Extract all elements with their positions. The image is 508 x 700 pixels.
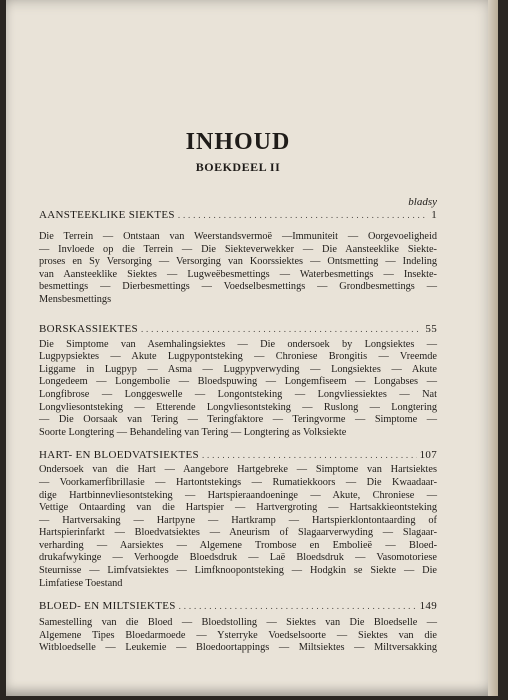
- dot-leader: [179, 600, 417, 613]
- table-of-contents: [39, 128, 437, 655]
- contents-line: Witbloedselle — Leukemie — Bloedoortappings — Miltsiektes — Miltversakking: [39, 642, 437, 654]
- toc-section-hart: [39, 449, 437, 590]
- contents-line: Algemene Tipes Bloedarmoede — Ysterryke Voedselsoorte — Siektes van die: [39, 629, 437, 641]
- contents-line: Samestelling van die Bloed — Bloedstolling — Siektes van Die Bloedselle —: [39, 617, 437, 629]
- contents-line: verharding — Aarsiektes — Algemene Trombose en Embolieë — Bloed-: [39, 539, 437, 551]
- contents-line: Soorte Longtering — Behandeling van Tering — Longtering as Volksiekte: [39, 426, 347, 438]
- contents-line: — Die Oorsaak van Tering — Teringfaktore — Teringvorme — Simptome —: [39, 414, 437, 426]
- contents-line: Lugpypsiektes — Akute Lugpypontsteking — Chroniese Brongitis — Vreemde: [39, 351, 437, 363]
- contents-line: Vettige Ontaarding van die Hartspier — Hartvergroting — Hartsakkieontsteking: [39, 502, 437, 514]
- toc-entry-heading: [39, 600, 437, 613]
- contents-line: proses en Sy Versorging — Versorging van Koorssiektes — Ontsmetting — Indeling: [39, 256, 437, 268]
- contents-line: drukafwykinge — Verhoogde Bloedsdruk — Laë Bloedsdruk — Vasomotoriese: [39, 552, 437, 564]
- section-contents: [39, 464, 437, 590]
- section-title: BORSKASSIEKTES: [39, 322, 138, 335]
- toc-section-bloed: [39, 600, 437, 655]
- toc-section-aansteeklike: [39, 209, 437, 307]
- contents-line: Longedeem — Longembolie — Bloedspuwing — Longemfiseem — Longabses —: [39, 376, 437, 388]
- toc-section-borskas: [39, 323, 437, 440]
- contents-line: Liggame in Lugpyp — Asma — Lugpypverwyding — Longsiektes — Akute: [39, 363, 437, 375]
- dot-leader: [141, 323, 422, 336]
- contents-line: Longvliesontsteking — Etterende Longvliesontsteking — Ruslong — Longtering: [39, 401, 437, 413]
- contents-line: Die Simptome van Asemhalingsiektes — Die ondersoek by Longsiektes —: [39, 338, 437, 350]
- section-title: HART- EN BLOEDVATSIEKTES: [39, 449, 199, 462]
- page-title: INHOUD: [185, 129, 291, 155]
- section-contents: [39, 231, 437, 307]
- section-contents: [39, 617, 437, 655]
- contents-line: — Voorkamerfibrillasie — Hartontstekings — Rumatiekkoors — Die Kwaadaar-: [39, 476, 437, 488]
- section-contents: [39, 339, 437, 440]
- contents-line: dige Hartbinnevliesontsteking — Hartspieraandoeninge — Akute, Chroniese —: [39, 489, 437, 501]
- contents-line: — Hartversaking — Hartpyne — Hartkramp — Hartspierklontontaarding of: [39, 514, 437, 526]
- toc-entry-heading: [39, 449, 437, 462]
- contents-line: Limfatiese Toestand: [39, 577, 123, 589]
- volume-subtitle: BOEKDEEL II: [195, 160, 281, 174]
- section-page-number: 149: [419, 600, 437, 613]
- contents-line: van Aansteeklike Siektes — Lugweëbesmettings — Waterbesmettings — Insekte-: [39, 268, 437, 280]
- contents-line: Mensbesmettings: [39, 293, 112, 305]
- contents-line: Longfibrose — Longgeswelle — Longontsteking — Longvliessiektes — Nat: [39, 388, 437, 400]
- contents-line: Die Terrein — Ontstaan van Weerstandsvermoë —Immuniteit — Oorgevoeligheid: [39, 231, 437, 242]
- contents-line: Steurnisse — Limfvatsiektes — Limfknoopontsteking — Hodgkin se Siekte — Die: [39, 565, 437, 577]
- contents-line: — Invloede op die Terrein — Die Siekteverwekker — Die Aansteeklike Siekte-: [39, 243, 437, 255]
- section-page-number: 55: [425, 322, 437, 335]
- contents-line: besmettings — Dierbesmettings — Voedselbesmettings — Grondbesmettings —: [39, 281, 437, 293]
- toc-entry-heading: [39, 323, 437, 336]
- section-title: AANSTEEKLIKE SIEKTES: [39, 209, 175, 221]
- dot-leader: [178, 209, 428, 222]
- section-page-number: 107: [419, 449, 437, 462]
- page-column-label: bladsy: [408, 196, 437, 208]
- section-title: BLOED- EN MILTSIEKTES: [39, 600, 176, 613]
- page-edge-shadow: [488, 0, 498, 696]
- dot-leader: [202, 449, 417, 462]
- toc-entry-heading: [39, 209, 437, 222]
- book-page: [6, 0, 498, 696]
- section-page-number: 1: [431, 209, 437, 221]
- contents-line: Hartspierinfarkt — Bloedvatsiektes — Aneurism of Slagaarverwyding — Slagaar-: [39, 527, 437, 539]
- contents-line: Ondersoek van die Hart — Aangebore Hartgebreke — Simptome van Hartsiektes: [39, 464, 437, 476]
